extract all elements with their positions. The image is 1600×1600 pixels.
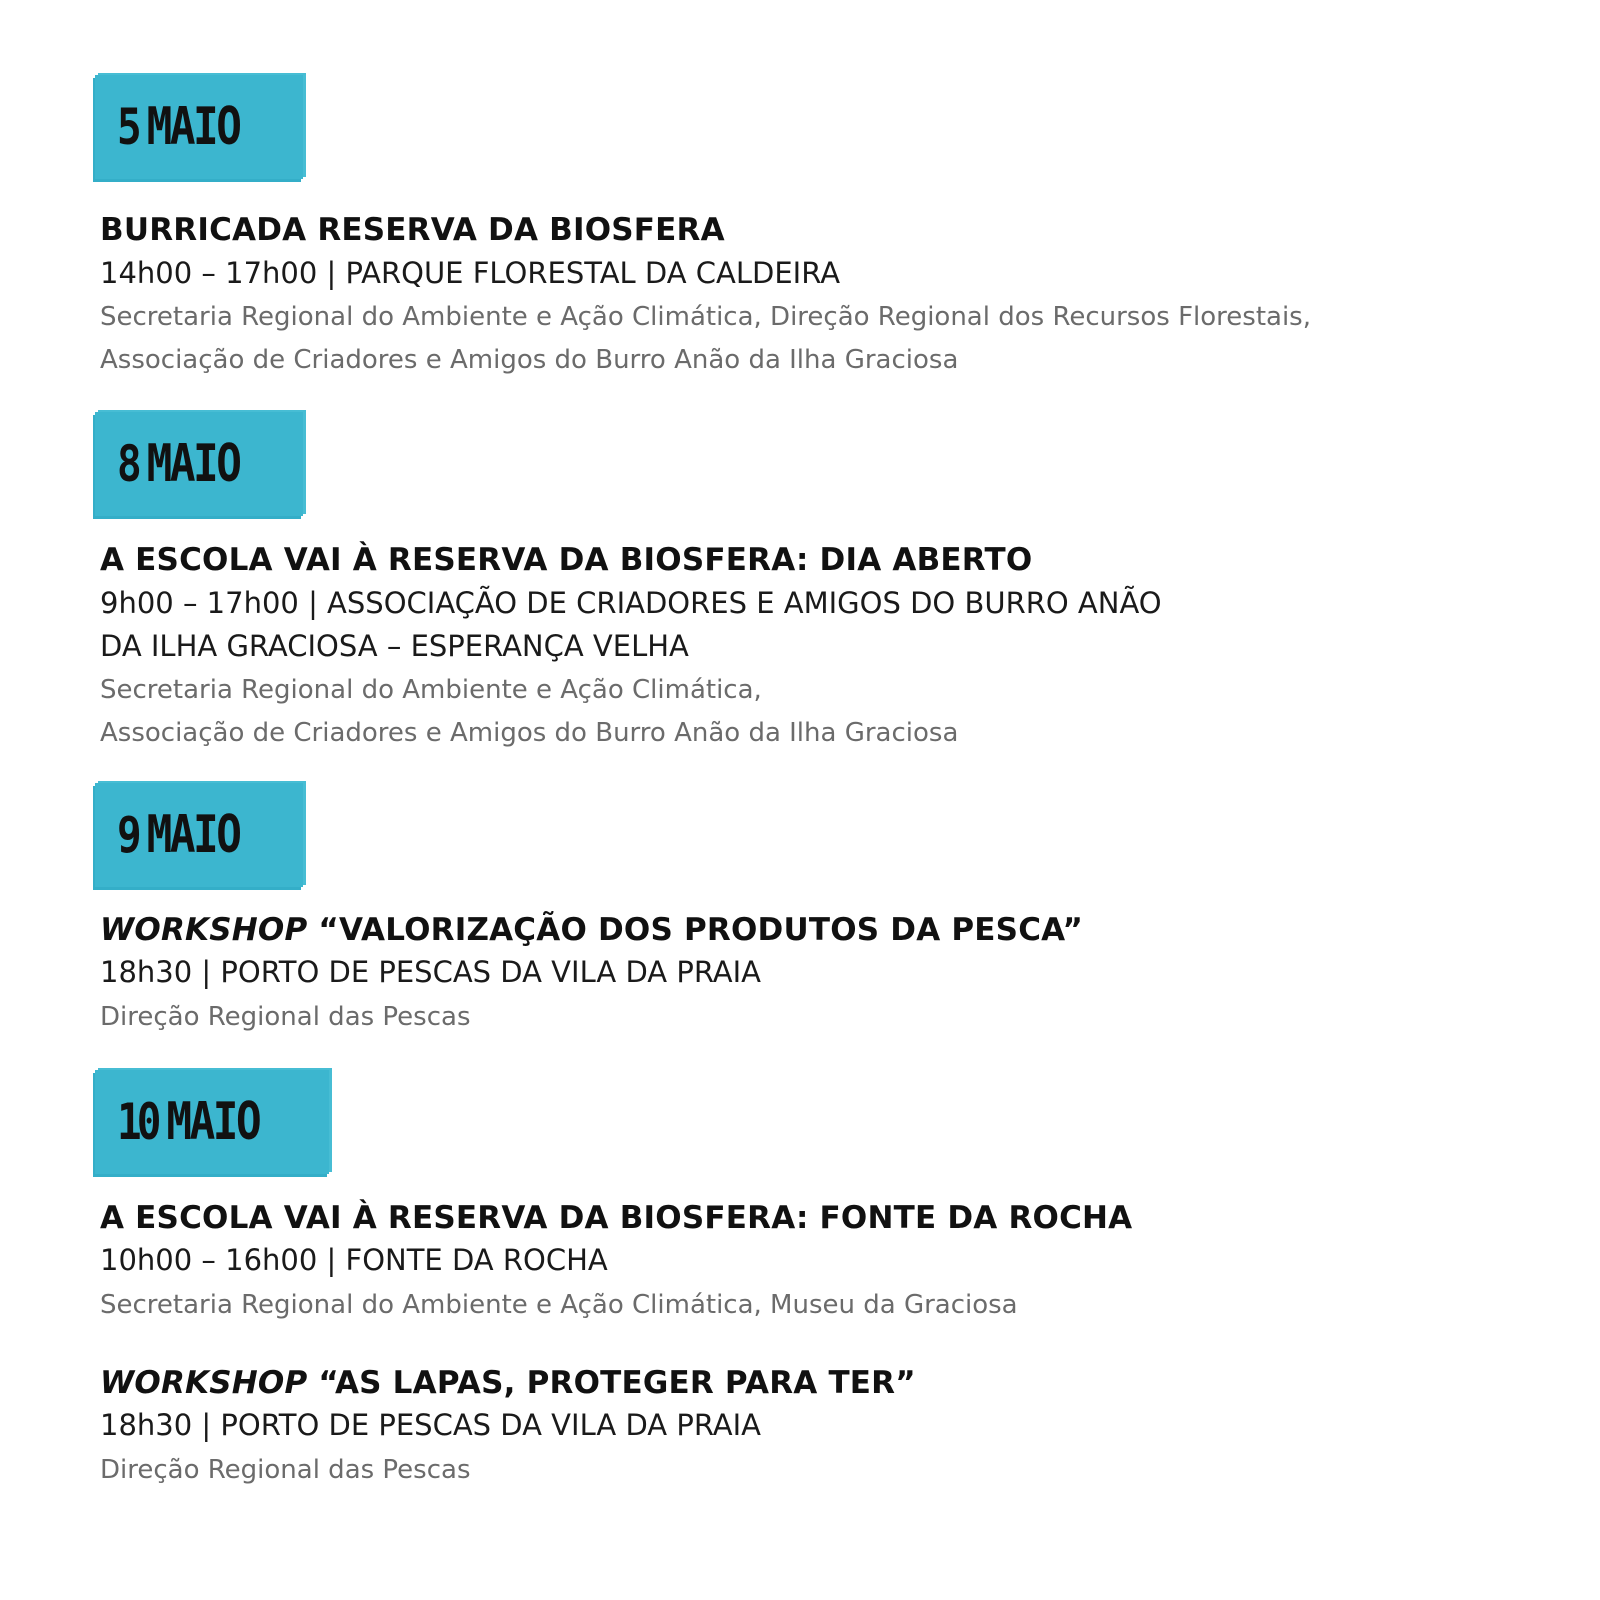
- workshop-label: WORKSHOP: [100, 912, 308, 948]
- date-badge-label: 5 MAIO: [117, 97, 240, 157]
- event-title-escola-fonte-rocha: A ESCOLA VAI À RESERVA DA BIOSFERA: FONTE DA ROCHA: [100, 1200, 1133, 1236]
- date-badge-label: 8 MAIO: [117, 434, 240, 494]
- date-badge-label: 9 MAIO: [117, 805, 240, 865]
- date-badge-label: 10 MAIO: [117, 1092, 260, 1152]
- event-time-location: 14h00 – 17h00 | PARQUE FLORESTAL DA CALDEIRA: [100, 256, 841, 290]
- event-organizers: Associação de Criadores e Amigos do Burro Anão da Ilha Graciosa: [100, 345, 959, 375]
- event-organizers: Direção Regional das Pescas: [100, 1002, 471, 1032]
- date-badge-5-maio: [95, 75, 303, 179]
- event-title-burricada: BURRICADA RESERVA DA BIOSFERA: [100, 212, 725, 248]
- event-title-escola-dia-aberto: A ESCOLA VAI À RESERVA DA BIOSFERA: DIA ABERTO: [100, 542, 1033, 578]
- event-organizers: Associação de Criadores e Amigos do Burro Anão da Ilha Graciosa: [100, 718, 959, 748]
- event-organizers: Direção Regional das Pescas: [100, 1455, 471, 1485]
- event-time-location: 9h00 – 17h00 | ASSOCIAÇÃO DE CRIADORES E AMIGOS DO BURRO ANÃO: [100, 586, 1162, 620]
- workshop-label: WORKSHOP: [100, 1365, 308, 1401]
- event-organizers: Secretaria Regional do Ambiente e Ação Climática,: [100, 675, 762, 705]
- event-organizers: Secretaria Regional do Ambiente e Ação Climática, Direção Regional dos Recursos Florestais,: [100, 302, 1311, 332]
- event-time-location: 18h30 | PORTO DE PESCAS DA VILA DA PRAIA: [100, 1408, 762, 1442]
- date-badge-8-maio: [95, 412, 303, 516]
- date-badge-10-maio: [95, 1070, 329, 1174]
- date-badge-9-maio: [95, 783, 303, 887]
- event-title-workshop-pesca: [100, 912, 1083, 948]
- event-time-location: 18h30 | PORTO DE PESCAS DA VILA DA PRAIA: [100, 955, 762, 989]
- event-time-location: 10h00 – 16h00 | FONTE DA ROCHA: [100, 1243, 608, 1277]
- workshop-name: “VALORIZAÇÃO DOS PRODUTOS DA PESCA”: [307, 912, 1084, 948]
- workshop-name: “AS LAPAS, PROTEGER PARA TER”: [307, 1365, 916, 1401]
- event-title-workshop-lapas: [100, 1365, 916, 1401]
- event-time-location: DA ILHA GRACIOSA – ESPERANÇA VELHA: [100, 629, 689, 663]
- event-organizers: Secretaria Regional do Ambiente e Ação Climática, Museu da Graciosa: [100, 1290, 1018, 1320]
